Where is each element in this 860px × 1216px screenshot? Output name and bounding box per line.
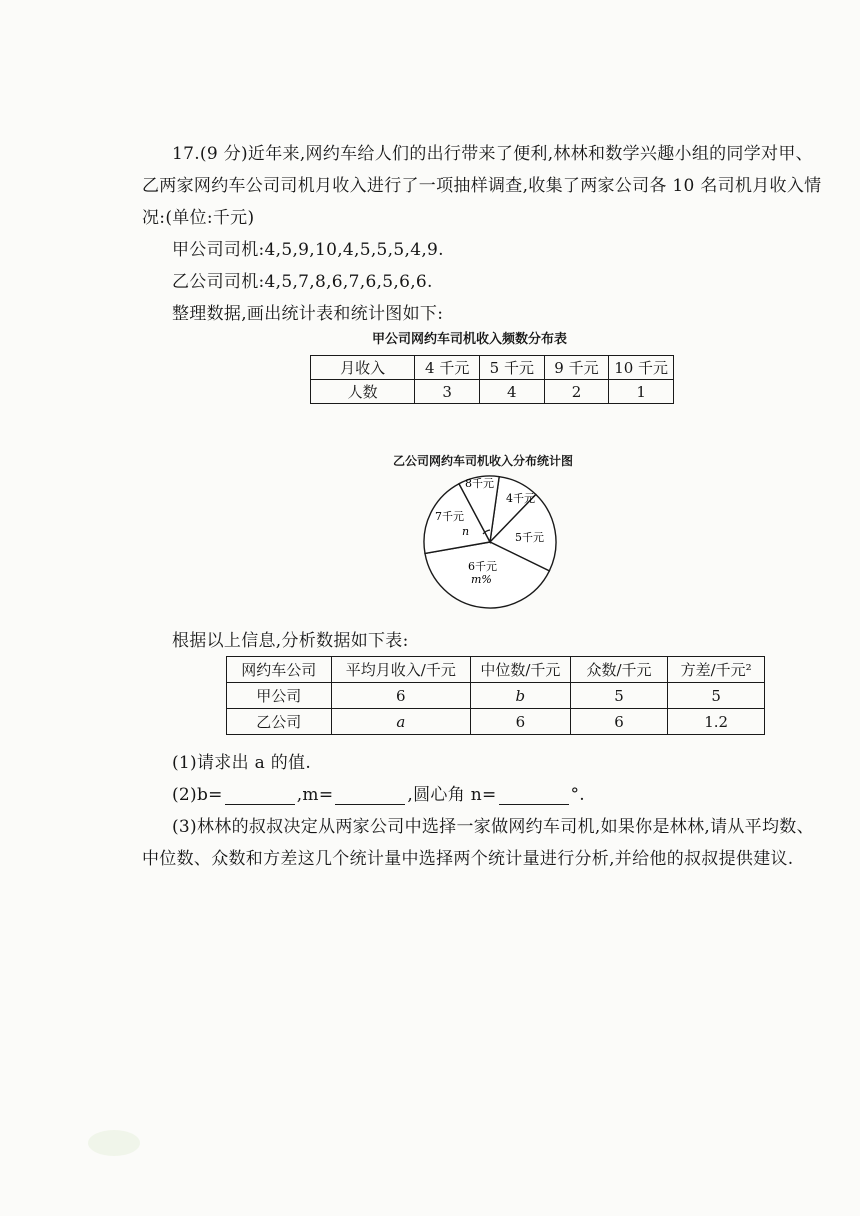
analysis-cell: 甲公司 bbox=[227, 683, 332, 709]
analysis-header-row bbox=[227, 657, 765, 683]
analysis-cell: 6 bbox=[471, 709, 571, 735]
freq-header-cell: 10 千元 bbox=[609, 356, 674, 380]
analysis-header-cell: 众数/千元 bbox=[570, 657, 668, 683]
problem-stem-line-2: 乙两家网约车公司司机月收入进行了一项抽样调查,收集了两家公司各 10 名司机月收入情 bbox=[142, 176, 822, 196]
page-smudge bbox=[88, 1130, 140, 1156]
answer-blank-n bbox=[499, 788, 569, 805]
analysis-row-jia bbox=[227, 683, 765, 709]
freq-header-cell: 4 千元 bbox=[415, 356, 480, 380]
analysis-cell: 6 bbox=[331, 683, 470, 709]
analysis-header-cell: 平均月收入/千元 bbox=[331, 657, 470, 683]
jia-company-data: 甲公司司机:4,5,9,10,4,5,5,5,4,9. bbox=[172, 240, 444, 260]
pie-label-8k: 8千元 bbox=[465, 477, 494, 490]
problem-stem-line-3: 况:(单位:千元) bbox=[142, 208, 255, 228]
analysis-header-cell: 网约车公司 bbox=[227, 657, 332, 683]
pie-label-7k-n: n bbox=[462, 525, 470, 538]
organize-instruction: 整理数据,画出统计表和统计图如下: bbox=[172, 304, 444, 324]
analysis-table bbox=[226, 656, 765, 735]
freq-table-header-row bbox=[311, 356, 674, 380]
problem-stem-line-1: 17.(9 分)近年来,网约车给人们的出行带来了便利,林林和数学兴趣小组的同学对甲、 bbox=[172, 144, 813, 164]
analysis-header-cell: 中位数/千元 bbox=[471, 657, 571, 683]
freq-count-cell: 人数 bbox=[311, 380, 415, 404]
income-pie-chart bbox=[410, 468, 570, 618]
freq-header-cell: 5 千元 bbox=[480, 356, 545, 380]
q2-degree: °. bbox=[570, 785, 586, 805]
pie-label-5k: 5千元 bbox=[515, 531, 544, 544]
pie-label-4k: 4千元 bbox=[506, 492, 535, 505]
pie-label-7k: 7千元 bbox=[435, 510, 464, 523]
q2-m-label: ,m= bbox=[296, 785, 334, 805]
pie-chart-title: 乙公司网约车司机收入分布统计图 bbox=[393, 454, 574, 468]
analysis-row-yi bbox=[227, 709, 765, 735]
freq-table-count-row bbox=[311, 380, 674, 404]
frequency-table bbox=[310, 355, 674, 404]
pie-label-6k: 6千元 bbox=[468, 560, 497, 573]
analysis-cell: 6 bbox=[570, 709, 668, 735]
q2-n-label: ,圆心角 n= bbox=[407, 785, 497, 805]
analysis-cell: a bbox=[331, 709, 470, 735]
freq-header-cell: 9 千元 bbox=[544, 356, 609, 380]
answer-blank-b bbox=[225, 788, 295, 805]
question-3-line-2: 中位数、众数和方差这几个统计量中选择两个统计量进行分析,并给他的叔叔提供建议. bbox=[142, 849, 794, 869]
answer-blank-m bbox=[335, 788, 405, 805]
analysis-cell: 5 bbox=[570, 683, 668, 709]
question-2 bbox=[172, 780, 585, 805]
analysis-cell: 1.2 bbox=[668, 709, 765, 735]
freq-header-cell: 月收入 bbox=[311, 356, 415, 380]
analysis-cell: 5 bbox=[668, 683, 765, 709]
freq-count-cell: 1 bbox=[609, 380, 674, 404]
freq-count-cell: 3 bbox=[415, 380, 480, 404]
pie-label-6k-m: m% bbox=[471, 573, 492, 586]
analyze-intro: 根据以上信息,分析数据如下表: bbox=[172, 631, 409, 651]
q2-b-label: (2)b= bbox=[172, 785, 223, 805]
freq-table-title: 甲公司网约车司机收入频数分布表 bbox=[372, 332, 568, 347]
question-3-line-1: (3)林林的叔叔决定从两家公司中选择一家做网约车司机,如果你是林林,请从平均数、 bbox=[172, 817, 814, 837]
analysis-header-cell: 方差/千元² bbox=[668, 657, 765, 683]
question-1: (1)请求出 a 的值. bbox=[172, 753, 312, 773]
yi-company-data: 乙公司司机:4,5,7,8,6,7,6,5,6,6. bbox=[172, 272, 433, 292]
analysis-cell: 乙公司 bbox=[227, 709, 332, 735]
analysis-cell: b bbox=[471, 683, 571, 709]
freq-count-cell: 2 bbox=[544, 380, 609, 404]
freq-count-cell: 4 bbox=[480, 380, 545, 404]
